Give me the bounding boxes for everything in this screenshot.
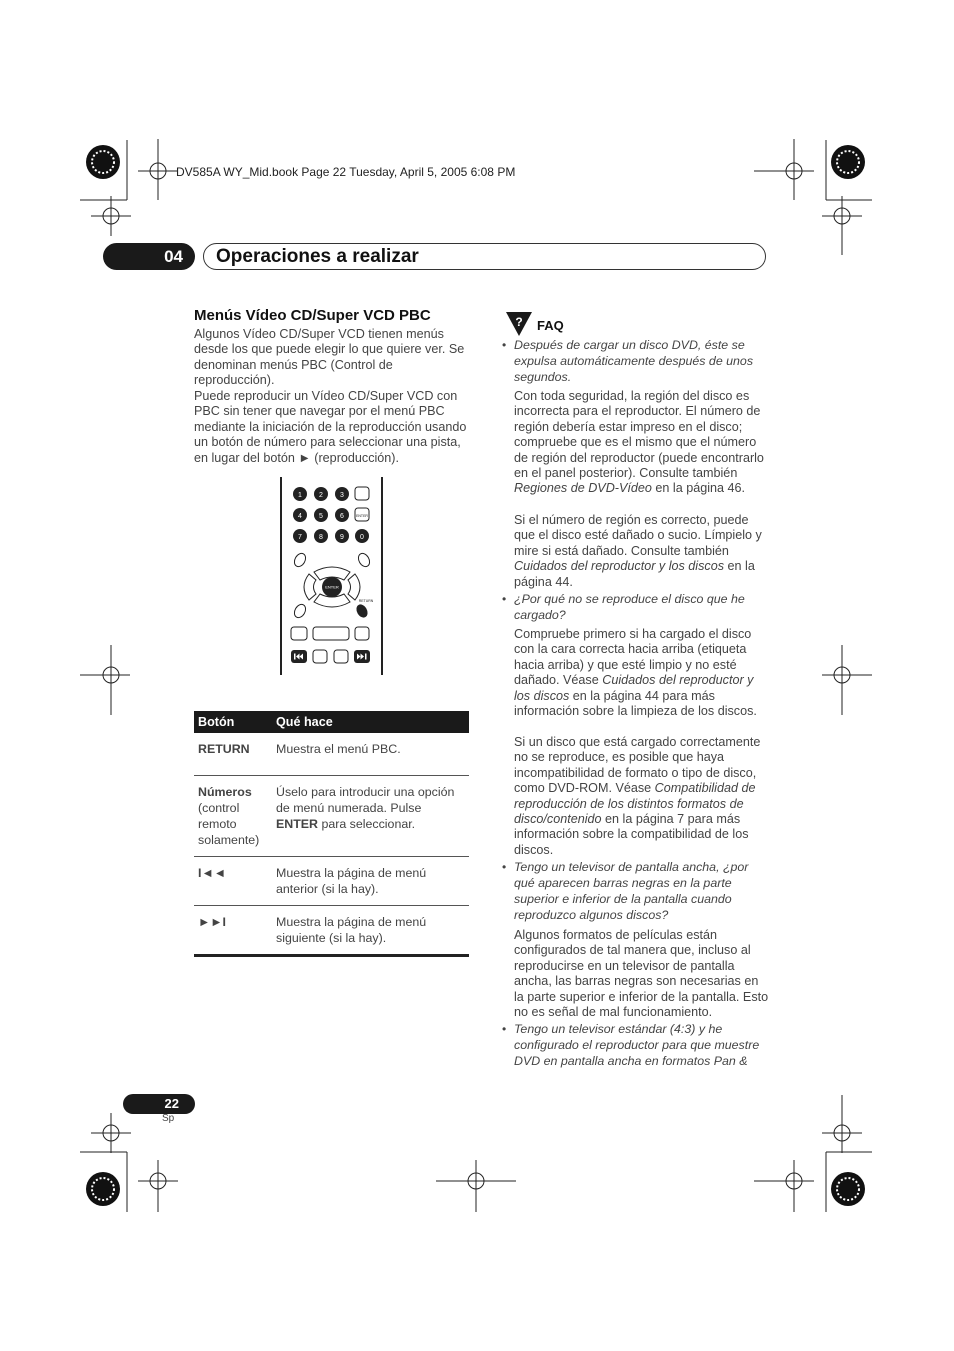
- button-description: Muestra la página de menú anterior (si la hay).: [272, 857, 469, 906]
- faq-answer-1a: Con toda seguridad, la región del disco es incorrecta para el reproductor. El número de región debería estar impreso en el disco; compruebe que es el mismo que el número de región del reproductor (puede encontrarlo en el panel posterior). Consulte también Regiones de DVD-Vídeo en la página 46.: [514, 389, 764, 496]
- column-header-button: Botón: [194, 711, 272, 733]
- faq-icon: [506, 312, 532, 336]
- table-header-row: [194, 711, 469, 733]
- key-2-label: 2: [319, 492, 323, 499]
- faq-answer-2a: Compruebe primero si ha cargado el disco con la cara correcta hacia arriba (etiqueta hacia arriba) y que esté limpio y no esté dañado. Véase Cuidados del reproductor y los discos en la página 44 para más información sobre la limpieza de los discos.: [514, 627, 757, 719]
- button-description: Muestra el menú PBC.: [272, 733, 469, 776]
- button-description: Úselo para introducir una opción de menú numerada. Pulse: [276, 785, 455, 815]
- key-5-label: 5: [319, 513, 323, 520]
- page-language: Sp: [162, 1113, 175, 1124]
- key-7-label: 7: [298, 534, 302, 541]
- faq-answer-1b: Si el número de región es correcto, puede que el disco esté dañado o sucio. Límpielo y mire si está dañado. Consulte también Cuidados del reproductor y los discos en la página 44.: [514, 513, 762, 589]
- key-0-label: 0: [360, 534, 364, 541]
- key-1-label: 1: [298, 492, 302, 499]
- chapter-number: 04: [103, 243, 195, 270]
- next-symbol: ►►I: [198, 915, 226, 929]
- faq-question-4: Tengo un televisor estándar (4:3) y he configurado el reproductor para que muestre DVD en pantalla ancha en formatos Pan &: [514, 1022, 760, 1068]
- faq-answer-3: Algunos formatos de películas están configurados de tal manera que, incluso al reproducirse en un televisor de pantalla ancha, las barras negras son necesarias en la parte superior e inferior de la pantalla. Esto no es señal de mal funcionamiento.: [514, 928, 769, 1020]
- column-header-action: Qué hace: [272, 711, 469, 733]
- svg-text:?: ?: [515, 315, 523, 329]
- table-row: [194, 776, 469, 857]
- small-enter-label: ENTER: [356, 514, 368, 518]
- button-description: Muestra la página de menú siguiente (si la hay).: [272, 906, 469, 956]
- page-number: 22: [123, 1094, 195, 1114]
- print-info: DV585A WY_Mid.book Page 22 Tuesday, April 5, 2005 6:08 PM: [176, 165, 516, 179]
- table-row: [194, 857, 469, 906]
- button-description-end: para seleccionar.: [318, 817, 416, 831]
- enter-key-label: ENTER: [325, 584, 339, 590]
- bullet: •: [502, 592, 507, 606]
- faq-answer-2b: Si un disco que está cargado correctamente no se reproduce, es posible que haya incompatibilidad de formato o tipo de disco, como DVD-ROM. Véase Compatibilidad de reproducción de los distintos formatos de disco/contenido en la página 7 para más información sobre la compatibilidad de los discos.: [514, 735, 761, 857]
- bullet: •: [502, 1022, 507, 1036]
- faq-question-1: Después de cargar un disco DVD, éste se expulsa automáticamente después de unos segundos.: [514, 338, 754, 384]
- bullet: •: [502, 338, 507, 352]
- button-note: (control remoto solamente): [198, 801, 260, 847]
- button-description-bold: ENTER: [276, 817, 318, 831]
- key-4-label: 4: [298, 513, 302, 520]
- prev-symbol: I◄◄: [198, 866, 226, 880]
- key-9-label: 9: [340, 534, 344, 541]
- key-3-label: 3: [340, 492, 344, 499]
- table-row: [194, 906, 469, 956]
- faq-question-3: Tengo un televisor de pantalla ancha, ¿por qué aparecen barras negras en la parte superior e inferior de la pantalla cuando reproduzco algunos discos?: [514, 860, 749, 922]
- return-key: [354, 602, 370, 619]
- remote-control-illustration: [280, 477, 384, 675]
- faq-label: FAQ: [537, 318, 564, 333]
- button-name: RETURN: [198, 742, 250, 756]
- button-function-table: [194, 711, 469, 957]
- return-key-label: RETURN: [358, 599, 374, 603]
- faq-question-2: ¿Por qué no se reproduce el disco que he cargado?: [514, 592, 745, 622]
- section-title: Menús Vídeo CD/Super VCD PBC: [194, 307, 431, 324]
- pbc-paragraph: Puede reproducir un Vídeo CD/Super VCD con PBC sin tener que navegar por el menú PBC mediante la iniciación de la reproducción usando un botón de número para seleccionar una pista, en lugar del botón ► (reproducción).: [194, 389, 467, 465]
- table-row: [194, 733, 469, 776]
- intro-paragraph: Algunos Vídeo CD/Super VCD tienen menús desde los que puede elegir lo que quiere ver. Se denominan menús PBC (Control de reproducción).: [194, 327, 465, 388]
- chapter-title: Operaciones a realizar: [203, 243, 766, 270]
- key-8-label: 8: [319, 534, 323, 541]
- key-6-label: 6: [340, 513, 344, 520]
- number-keys: [293, 487, 369, 543]
- button-name: Números: [198, 785, 252, 799]
- bullet: •: [502, 860, 507, 874]
